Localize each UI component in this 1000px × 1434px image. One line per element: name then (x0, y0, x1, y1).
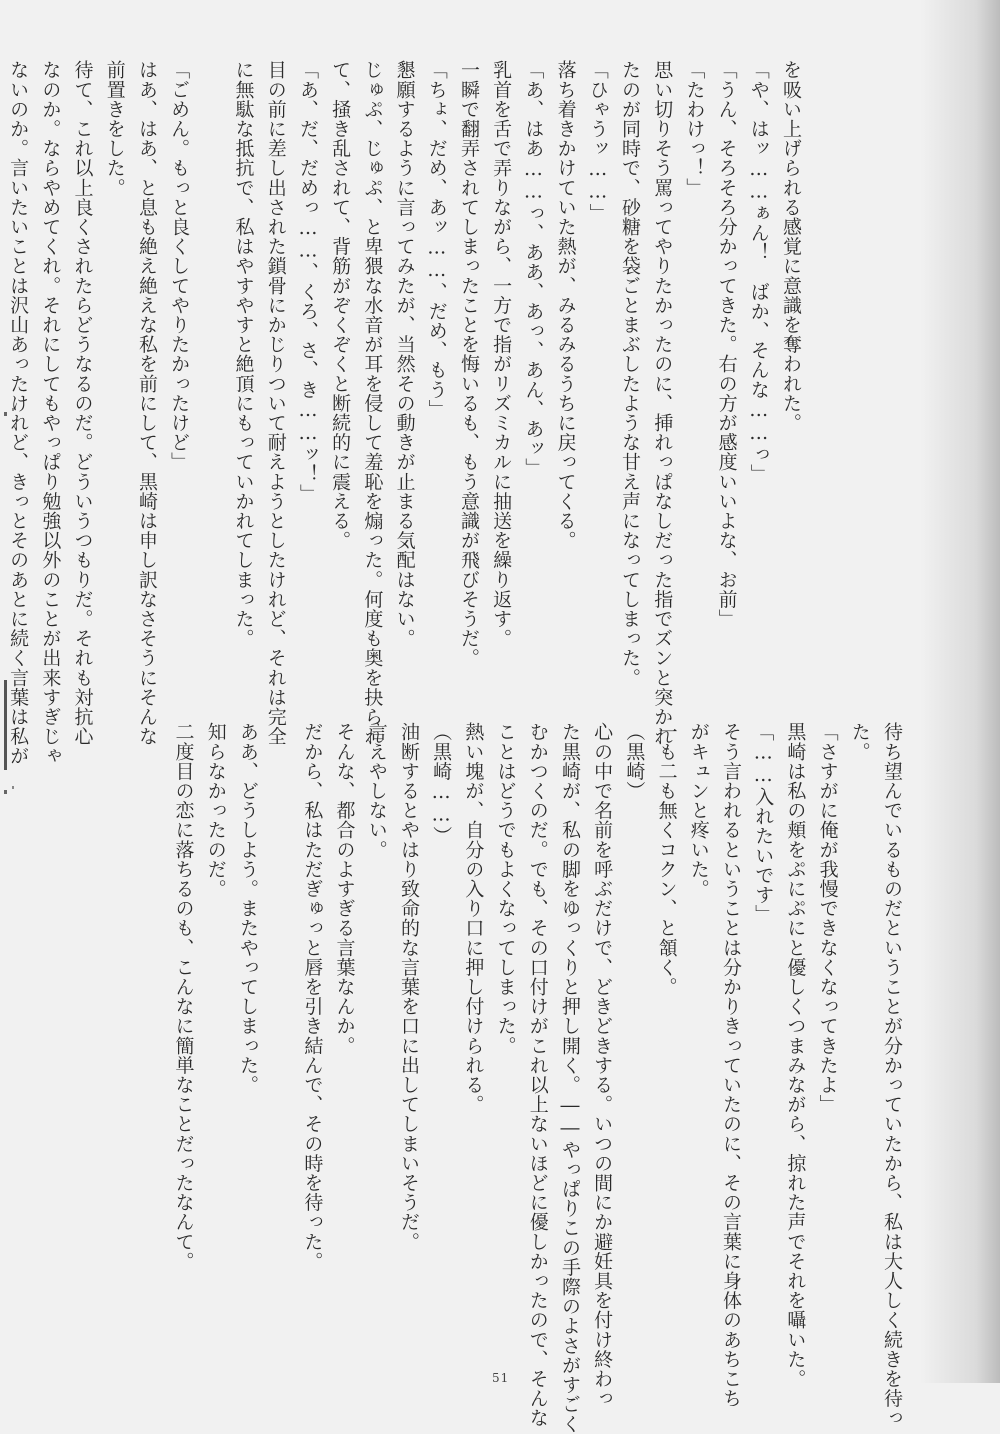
text-line: に無駄な抵抗で、私はやすやすと絶頂にもっていかれてしまった。 (232, 60, 255, 648)
text-line: 「ひゃうッ……」 (586, 60, 609, 223)
page-number: 51 (492, 1371, 510, 1385)
text-line: だから、私はただぎゅっと唇を引き結んで、その時を待った。 (301, 722, 324, 1271)
text-line: 一瞬で翻弄されてしまったことを悔いるも、もう意識が飛びそうだ。 (457, 60, 480, 668)
text-line: 思い切りそう罵ってやりたかったのに、挿れっぱなしだった指でズンと突かれ (651, 60, 674, 746)
text-line (195, 60, 227, 700)
text-line: （黒崎） (623, 722, 646, 801)
text-line: 「……入れたいです」 (752, 722, 775, 924)
text-line: たのが同時で、砂糖を袋ごとまぶしたような甘え声になってしまった。 (618, 60, 641, 688)
text-line: むかつくのだ。でも、その口付けがこれ以上ないほどに優しかったので、そんな (526, 722, 549, 1428)
text-line: 「あ、だ、だめっ……、くろ、さ、き……ッ！」 (296, 60, 319, 504)
text-line: を吸い上げられる感覚に意識を奪われた。 (780, 60, 802, 433)
text-line: 一も二も無くコクン、と頷く。 (655, 722, 678, 997)
text-line: ことはどうでもよくなってしまった。 (494, 722, 517, 1056)
text-line: 「たわけっ！」 (683, 60, 706, 198)
text-line: 「さすがに俺が我慢できなくなってきたよ」 (816, 722, 839, 1114)
text-line: 黒崎は私の頬をぷにぷにと優しくつまみながら、掠れた声でそれを囁いた。 (784, 722, 807, 1389)
text-line: 前置きをした。 (103, 60, 126, 198)
text-line: 待て、これ以上良くされたらどうなるのだ。どういうつもりだ。それも対抗心 (71, 60, 94, 746)
text-line: ああ、どうしよう。またやってしまった。 (236, 722, 259, 1095)
text-line: がキュンと疼いた。 (687, 722, 710, 899)
text-line: （黒崎……） (430, 722, 453, 846)
text-line: 目の前に差し出された鎖骨にかじりついて耐えようとしたけれど、それは完全 (264, 60, 287, 746)
text-line (264, 722, 296, 1362)
text-line: 熱い塊が、自分の入り口に押し付けられる。 (462, 722, 485, 1114)
text-line: 心の中で名前を呼ぶだけで、どきどきする。いつの間にか避妊具を付け終わっ (591, 722, 614, 1408)
text-line: 知らなかったのだ。 (204, 722, 227, 899)
text-line: ないのか。言いたいことは沢山あったけれど、きっとそのあとに続く言葉は私が (7, 60, 30, 766)
text-line: 言えやしない。 (365, 722, 388, 860)
text-line: 油断するとやはり致命的な言葉を口に出してしまいそうだ。 (397, 722, 420, 1252)
text-line: て、掻き乱されて、背筋がぞくぞくと断続的に震える。 (329, 60, 352, 550)
text-line: 二度目の恋に落ちるのも、こんなに簡単なことだったなんて。 (172, 722, 195, 1271)
text-line: はあ、はあ、と息も絶え絶えな私を前にして、黒崎は申し訳なさそうにそんな (135, 60, 158, 746)
upper-text-block (2, 60, 807, 766)
text-line: 「や、はッ……ぁん！ ばか、そんな……っ」 (747, 60, 770, 484)
text-line: 待ち望んでいるものだということが分かっていたから、私は大人しく続きを待っ (881, 722, 903, 1428)
text-line: 「ごめん。もっと良くしてやりたかったけど」 (168, 60, 191, 472)
text-line: そんな、都合のよすぎる言葉なんか。 (333, 722, 356, 1056)
text-line: じゅぷ、じゅぷ、と卑猥な水音が耳を侵して羞恥を煽った。何度も奥を抉られ (361, 60, 384, 746)
text-line: なのか。ならやめてくれ。それにしてもやっぱり勉強以外のことが出来すぎじゃ (39, 60, 62, 766)
text-line: 「ちょ、だめ、あッ……、だめ、もう」 (425, 60, 448, 419)
text-line: た黒崎が、私の脚をゆっくりと押し開く。――やっぱりこの手際のよさがすごく (558, 722, 581, 1434)
page-edge-shadow (920, 0, 1000, 1383)
text-line: 落ち着きかけていた熱が、みるみるうちに戻ってくる。 (554, 60, 577, 550)
text-line: 「うん、そろそろ分かってきた。右の方が感度いいよな、お前」 (715, 60, 738, 629)
text-line: そう言われるということは分かりきっていたのに、その言葉に身体のあちこち (719, 722, 742, 1408)
text-line: 乳首を舌で弄りながら、一方で指がリズミカルに抽送を繰り返す。 (490, 60, 513, 648)
text-line: 懇願するように言ってみたが、当然その動きが止まる気配はない。 (393, 60, 416, 648)
text-line: 「あ、はあ……っ、ああ、あっ、あん、あッ」 (522, 60, 545, 478)
binding-edge-dot (4, 790, 7, 794)
binding-edge-dot (12, 786, 14, 789)
text-line: た。 (848, 722, 871, 762)
